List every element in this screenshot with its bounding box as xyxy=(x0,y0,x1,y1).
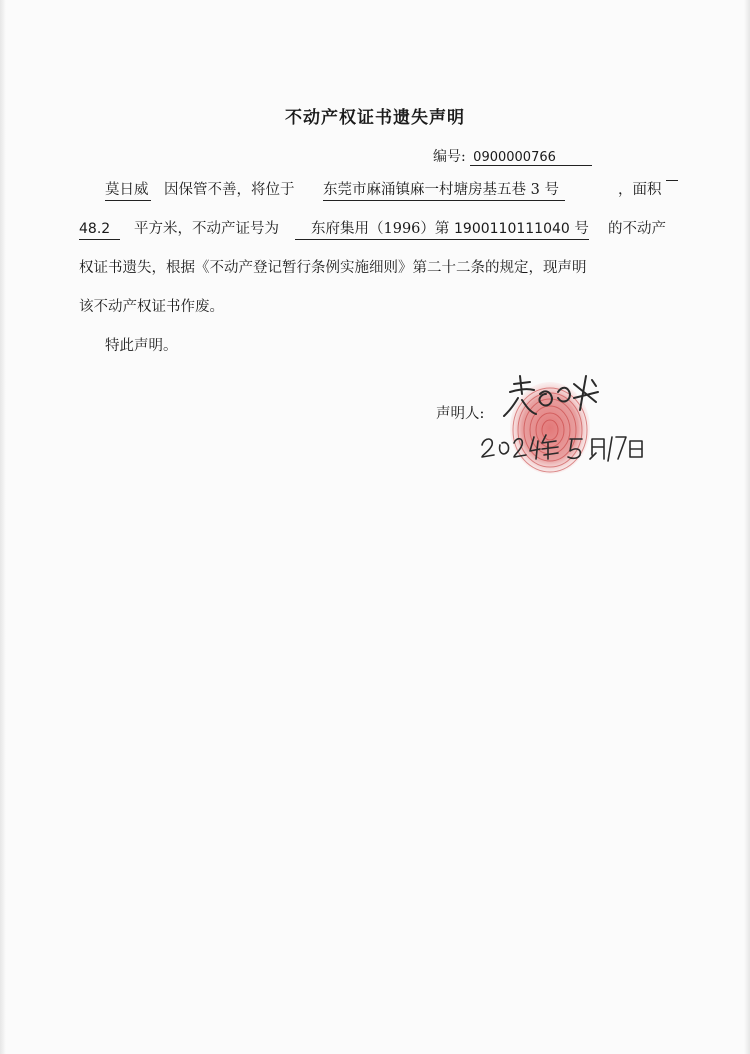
area-underline-lead xyxy=(666,180,678,181)
declarant-label: 声明人: xyxy=(436,406,485,422)
body-text-4: 的不动产 xyxy=(608,221,666,237)
property-location: 东莞市麻涌镇麻一村塘房基五巷 3 号 xyxy=(323,180,565,201)
body-text-5: 权证书遗失，根据《不动产登记暂行条例实施细则》第二十二条的规定，现声明 xyxy=(79,260,587,276)
certificate-number: 1900110111040 xyxy=(454,221,570,237)
body-text-6: 该不动产权证书作废。 xyxy=(79,299,224,315)
document-title: 不动产权证书遗失声明 xyxy=(285,108,465,128)
document-number-value: 0900000766 xyxy=(470,150,592,166)
certificate-suffix: 号 xyxy=(574,221,589,237)
handwritten-signature xyxy=(500,372,610,432)
certificate-prefix-text: 东府集用（1996）第 xyxy=(311,221,450,237)
document-number-label: 编号: xyxy=(433,149,466,165)
certificate-prefix xyxy=(295,219,589,240)
closing-text: 特此声明。 xyxy=(105,338,178,354)
body-text-1: 因保管不善，将位于 xyxy=(164,182,295,198)
owner-name: 莫日威 xyxy=(105,180,151,201)
body-text-2: ，面积 xyxy=(618,182,662,198)
scan-edge-left xyxy=(0,0,6,1054)
property-area: 48.2 xyxy=(79,219,120,240)
body-text-3: 平方米，不动产证号为 xyxy=(134,221,279,237)
scan-edge-right xyxy=(744,0,750,1054)
handwritten-date xyxy=(478,425,648,465)
document-number xyxy=(433,146,592,166)
